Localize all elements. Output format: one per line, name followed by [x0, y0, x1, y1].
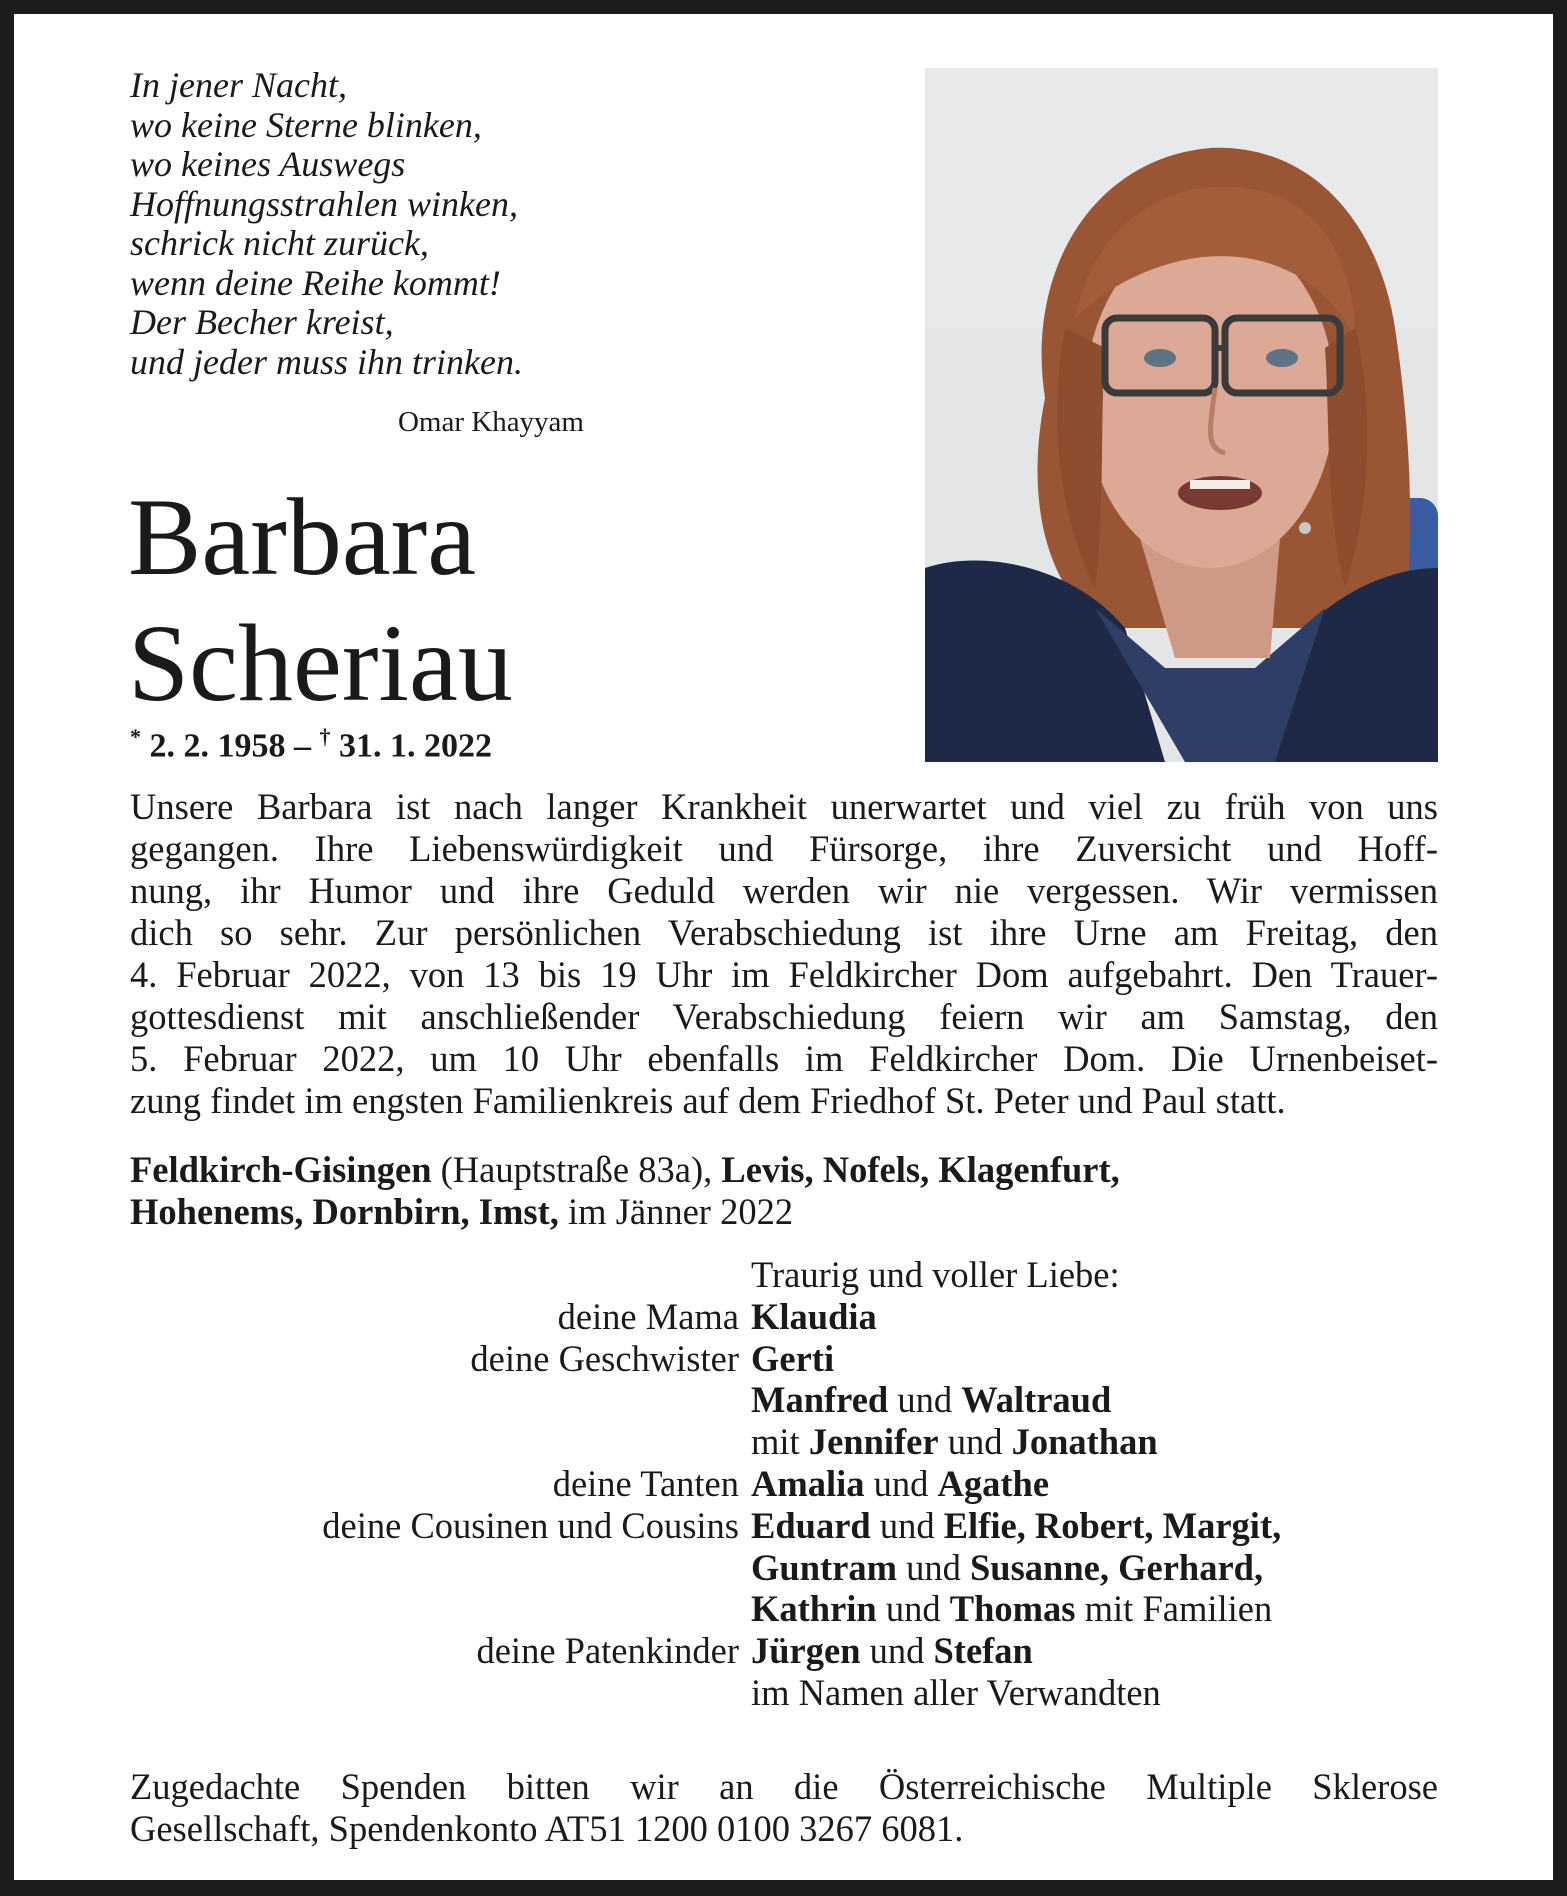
date-text: im Jänner 2022 [558, 1191, 794, 1232]
text-line: Unsere Barbara ist nach langer Krankheit unerwartet und viel zu früh von uns [130, 786, 1438, 827]
text-line: 4. Februar 2022, von 13 bis 19 Uhr im Feldkircher Dom aufgebahrt. Den Trauer- [130, 954, 1438, 995]
mourner-name: Amalia [751, 1462, 865, 1504]
poem-line: wo keines Auswegs [130, 144, 406, 184]
mourner-name: Jennifer [808, 1421, 939, 1463]
poem-author: Omar Khayyam [397, 406, 584, 438]
donation-line: Gesellschaft, Spendenkonto AT51 1200 0100 3267 6081. [130, 1808, 964, 1849]
conjunction: und [860, 1630, 934, 1672]
donation-line: Zugedachte Spenden bitten wir an die Österreichische Multiple Sklerose [130, 1766, 1438, 1807]
place-and-date [130, 1149, 1438, 1233]
text-line: 5. Februar 2022, um 10 Uhr ebenfalls im Feldkircher Dom. Die Urnenbeiset- [130, 1038, 1438, 1079]
poem-line: und jeder muss ihn trinken. [130, 341, 523, 382]
last-name: Scheriau [128, 602, 513, 724]
mourner-name: Eduard [751, 1504, 871, 1546]
mourner-name: Elfie, Robert, Margit, [943, 1504, 1282, 1546]
conjunction: und [888, 1379, 962, 1421]
conjunction: und [876, 1588, 950, 1630]
places-line-2: Hohenems, Dornbirn, Imst, [130, 1191, 559, 1232]
first-name: Barbara [128, 476, 477, 598]
portrait-photo [925, 68, 1438, 762]
text-line: zung findet im engsten Familienkreis auf dem Friedhof St. Peter und Paul statt. [130, 1080, 1286, 1121]
poem-line: In jener Nacht, [130, 65, 347, 105]
mourner-name: Jürgen [751, 1630, 861, 1672]
poem-line: wo keine Sterne blinken, [130, 104, 482, 145]
donation-note [130, 1766, 1438, 1850]
poem [130, 66, 600, 382]
text-line: nung, ihr Humor und ihre Geduld werden wir nie vergessen. Wir vermissen [130, 870, 1438, 911]
relation-label: deine Tanten [552, 1462, 739, 1504]
town: Feldkirch-Gisingen [130, 1149, 432, 1190]
relation-label: deine Mama [557, 1295, 739, 1337]
mourner-name: Agathe [937, 1462, 1050, 1504]
death-date: 31. 1. 2022 [339, 727, 492, 765]
relation-label: deine Patenkinder [476, 1630, 739, 1672]
deceased-name [128, 474, 513, 726]
mourner-name: Susanne, Gerhard, [970, 1546, 1264, 1588]
mourners-intro: Traurig und voller Liebe: [751, 1254, 1120, 1295]
birth-date: 2. 2. 1958 [149, 727, 286, 765]
mourner-name: Kathrin [751, 1588, 877, 1630]
death-cross-icon: † [319, 724, 331, 749]
mourner-name: Manfred [751, 1379, 889, 1421]
mourner-name: Gerti [751, 1337, 835, 1379]
obituary-text [130, 786, 1438, 1122]
mourner-name: Stefan [933, 1630, 1033, 1672]
obituary-page [14, 14, 1553, 1880]
text-line: gegangen. Ihre Liebenswürdigkeit und Fürsorge, ihre Zuversicht und Hoff- [130, 828, 1438, 869]
relatives-note: im Namen aller Verwandten [751, 1671, 1161, 1713]
mourner-name: Thomas [949, 1588, 1076, 1630]
text-line: gottesdienst mit anschließender Verabschiedung feiern wir am Samstag, den [130, 996, 1438, 1037]
places-line-1: Levis, Nofels, Klagenfurt, [721, 1149, 1120, 1190]
mourners-list [130, 1254, 1438, 1714]
birth-star-icon: * [130, 724, 141, 749]
life-dates [130, 724, 492, 765]
conjunction: und [938, 1421, 1012, 1463]
conjunction: und [864, 1462, 938, 1504]
date-separator: – [294, 727, 311, 765]
mourner-name: Jonathan [1011, 1421, 1158, 1463]
text-line: dich so sehr. Zur persönlichen Verabschiedung ist ihre Urne am Freitag, den [130, 912, 1438, 953]
relation-label: deine Geschwister [470, 1337, 739, 1379]
address: (Hauptstraße 83a), [431, 1149, 722, 1190]
poem-line: Der Becher kreist, [130, 302, 394, 342]
poem-line: wenn deine Reihe kommt! [130, 262, 501, 303]
conjunction: mit [751, 1421, 809, 1463]
with-families: mit Familien [1075, 1588, 1273, 1630]
poem-line: Hoffnungsstrahlen winken, [130, 183, 518, 224]
mourner-name: Klaudia [751, 1295, 877, 1337]
poem-line: schrick nicht zurück, [130, 223, 429, 263]
mourner-name: Guntram [751, 1546, 897, 1588]
relation-label: deine Cousinen und Cousins [322, 1504, 739, 1546]
conjunction: und [897, 1546, 970, 1588]
conjunction: und [870, 1504, 944, 1546]
portrait-illustration [925, 68, 1438, 762]
mourner-name: Waltraud [961, 1379, 1112, 1421]
